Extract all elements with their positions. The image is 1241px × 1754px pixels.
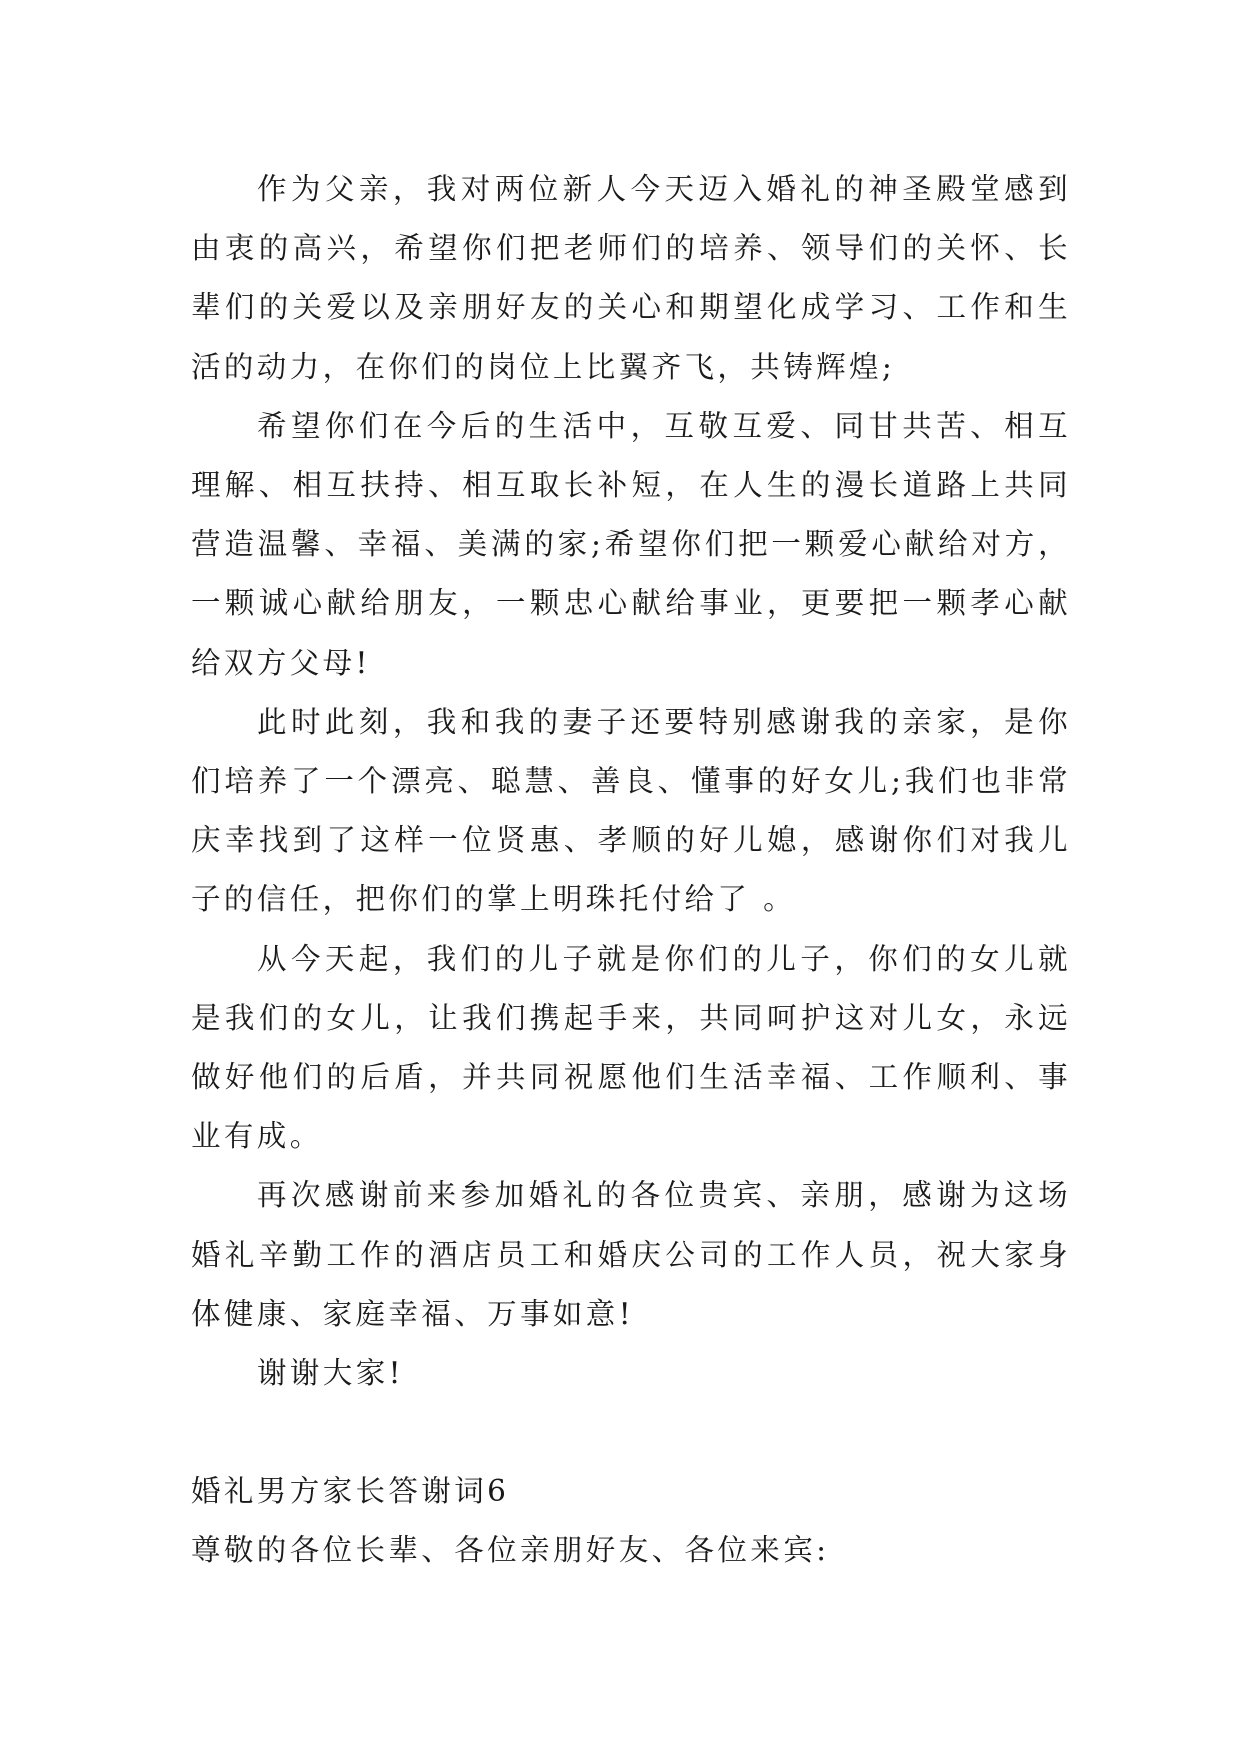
greeting-line: 尊敬的各位长辈、各位亲朋好友、各位来宾: xyxy=(191,1533,830,1568)
paragraph-family-union: 从今天起，我们的儿子就是你们的儿子，你们的女儿就是我们的女儿，让我们携起手来，共同呵护这对儿女，永远做好他们的后盾，并共同祝愿他们生活幸福、工作顺利、事业有成。 xyxy=(191,941,1071,1154)
paragraph-marriage-hopes: 希望你们在今后的生活中，互敬互爱、同甘共苦、相互理解、相互扶持、相互取长补短，在人生的漫长道路上共同营造温馨、幸福、美满的家;希望你们把一颗爱心献给对方，一颗诚心献给朋友，一颗忠心献给事业，更要把一颗孝心献给双方父母! xyxy=(191,408,1071,680)
section-title: 婚礼男方家长答谢词6 xyxy=(191,1474,510,1509)
paragraph-thanks-guests: 再次感谢前来参加婚礼的各位贵宾、亲朋，感谢为这场婚礼辛勤工作的酒店员工和婚庆公司的工作人员，祝大家身体健康、家庭幸福、万事如意! xyxy=(191,1178,1071,1331)
paragraph-closing-thanks: 谢谢大家! xyxy=(257,1356,404,1391)
section-gap xyxy=(191,1403,1071,1462)
document-body xyxy=(191,160,1071,1581)
paragraph-father-wishes: 作为父亲，我对两位新人今天迈入婚礼的神圣殿堂感到由衷的高兴，希望你们把老师们的培养、领导们的关怀、长辈们的关爱以及亲朋好友的关心和期望化成学习、工作和生活的动力，在你们的岗位上比翼齐飞，共铸辉煌; xyxy=(191,172,1071,384)
paragraph-thanks-in-laws: 此时此刻，我和我的妻子还要特别感谢我的亲家，是你们培养了一个漂亮、聪慧、善良、懂事的好女儿;我们也非常庆幸找到了这样一位贤惠、孝顺的好儿媳，感谢你们对我儿子的信任，把你们的掌上明珠托付给了 。 xyxy=(191,704,1071,917)
